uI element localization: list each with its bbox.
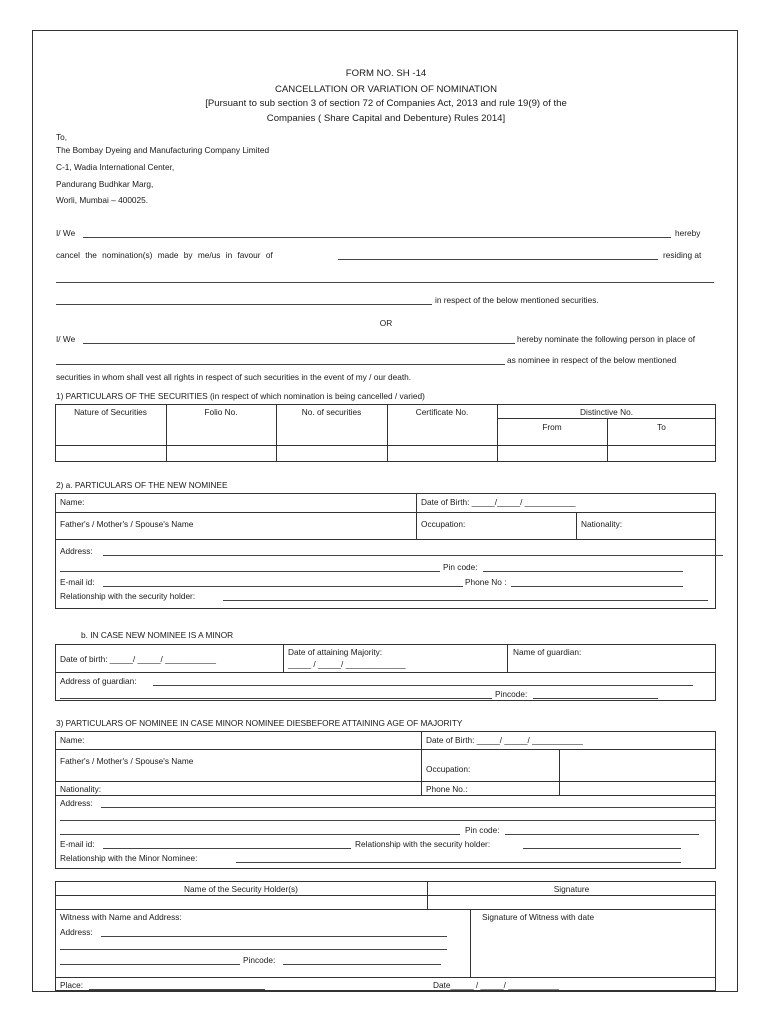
s3-address-label: Address: xyxy=(60,798,93,808)
holder-name-field[interactable] xyxy=(56,896,426,908)
residing-at-label: residing at xyxy=(663,250,702,260)
s3-email-field[interactable] xyxy=(103,848,351,849)
cancel-iwe-field[interactable] xyxy=(83,237,671,238)
form-title: CANCELLATION OR VARIATION OF NOMINATION xyxy=(274,84,498,95)
section2b-heading: b. IN CASE NEW NOMINEE IS A MINOR xyxy=(81,630,234,640)
nominee-relationship-field[interactable] xyxy=(223,600,708,601)
signature-header: Signature xyxy=(553,884,590,894)
col-distinctive-no: Distinctive No. xyxy=(579,407,634,417)
s3-address-field-2[interactable] xyxy=(60,820,716,821)
guardian-address-field[interactable] xyxy=(153,685,693,686)
nominate-in-place-field[interactable] xyxy=(56,364,505,365)
cancel-favour-field[interactable] xyxy=(338,259,658,260)
witness-signature-label: Signature of Witness with date xyxy=(482,912,595,922)
witness-label: Witness with Name and Address: xyxy=(60,912,182,922)
guardian-pincode-field[interactable] xyxy=(533,698,658,699)
form-subtitle-2: Companies ( Share Capital and Debenture) Rules 2014] xyxy=(266,113,506,124)
cancel-hereby-label: hereby xyxy=(675,228,701,238)
cancel-text: cancel the nomination(s) made by me/us in favour of xyxy=(56,250,273,260)
s3-phone-label[interactable]: Phone No.: xyxy=(426,784,468,794)
date-label[interactable]: Date_____ / _____/ ___________ xyxy=(433,980,559,990)
witness-address-field[interactable] xyxy=(101,936,447,937)
nominee-phone-field[interactable] xyxy=(511,586,683,587)
or-divider: OR xyxy=(379,318,393,328)
nominate-as-nominee: as nominee in respect of the below mentioned xyxy=(507,355,677,365)
witness-pincode-field[interactable] xyxy=(283,964,441,965)
nominee-email-label: E-mail id: xyxy=(60,577,95,587)
holder-signature-field[interactable] xyxy=(428,896,715,908)
addressee-line3: Pandurang Budhkar Marg, xyxy=(56,179,154,189)
minor-majority-field[interactable]: _____ / _____/ _____________ xyxy=(288,659,406,669)
col-certificate-no: Certificate No. xyxy=(415,407,469,417)
nominee-parent-label[interactable]: Father's / Mother's / Spouse's Name xyxy=(60,519,194,529)
form-subtitle-1: [Pursuant to sub section 3 of section 72 of Companies Act, 2013 and rule 19(9) of the xyxy=(205,98,567,109)
section1-heading: 1) PARTICULARS OF THE SECURITIES (in respect of which nomination is being cancelled / varied) xyxy=(56,391,425,401)
guardian-address-label: Address of guardian: xyxy=(60,676,137,686)
s3-parent-label[interactable]: Father's / Mother's / Spouse's Name xyxy=(60,756,194,766)
s3-address-field[interactable] xyxy=(101,807,716,808)
guardian-address-field-2[interactable] xyxy=(60,698,492,699)
s3-occupation-label[interactable]: Occupation: xyxy=(426,764,471,774)
col-from: From xyxy=(542,422,562,432)
cancel-in-respect: in respect of the below mentioned securities. xyxy=(435,295,599,305)
s3-address-field-3[interactable] xyxy=(60,834,460,835)
s3-nationality-label[interactable]: Nationality: xyxy=(60,784,102,794)
section2a-heading: 2) a. PARTICULARS OF THE NEW NOMINEE xyxy=(56,480,228,490)
form-number: FORM NO. SH -14 xyxy=(345,68,427,79)
s3-pin-field[interactable] xyxy=(505,834,699,835)
form-page xyxy=(32,30,738,992)
s3-dob-label[interactable]: Date of Birth: _____/ _____/ ___________ xyxy=(426,735,583,745)
nominee-occupation-label[interactable]: Occupation: xyxy=(421,519,466,529)
nominate-iwe-field[interactable] xyxy=(83,343,515,344)
s3-rel-minor-field[interactable] xyxy=(236,862,681,863)
addressee-line4: Worli, Mumbai – 400025. xyxy=(56,195,149,205)
place-label: Place: xyxy=(60,980,84,990)
nominee-pin-label: Pin code: xyxy=(443,562,478,572)
s3-name-label[interactable]: Name: xyxy=(60,735,85,745)
witness-address-field-2[interactable] xyxy=(60,949,447,950)
nominate-vest-text: securities in whom shall vest all rights in respect of such securities in the event of my / our death. xyxy=(56,372,412,382)
minor-guardian-name-label[interactable]: Name of guardian: xyxy=(513,647,582,657)
guardian-pincode-label: Pincode: xyxy=(495,689,528,699)
minor-dob-label[interactable]: Date of birth: _____/ _____/ ___________ xyxy=(60,654,216,664)
s3-rel-holder-field[interactable] xyxy=(523,848,681,849)
nominee-address-field-2[interactable] xyxy=(60,571,440,572)
nominee-address-label: Address: xyxy=(60,546,93,556)
place-field[interactable] xyxy=(89,989,265,990)
col-folio-no: Folio No. xyxy=(204,407,238,417)
nominate-iwe-label: I/ We xyxy=(56,334,76,344)
s3-pin-label: Pin code: xyxy=(465,825,500,835)
witness-pincode-label: Pincode: xyxy=(243,955,276,965)
nominee-email-field[interactable] xyxy=(103,586,463,587)
addressee-line2: C-1, Wadia International Center, xyxy=(56,162,175,172)
s3-email-label: E-mail id: xyxy=(60,839,95,849)
s3-rel-holder-label: Relationship with the security holder: xyxy=(355,839,491,849)
cancel-iwe-label: I/ We xyxy=(56,228,76,238)
col-nature-of-securities: Nature of Securities xyxy=(74,407,147,417)
securities-table-row[interactable] xyxy=(56,446,715,461)
holder-name-header: Name of the Security Holder(s) xyxy=(184,884,298,894)
addressee-company: The Bombay Dyeing and Manufacturing Company Limited xyxy=(56,145,270,155)
nominate-hereby: hereby nominate the following person in place of xyxy=(517,334,696,344)
cancel-address-field-2[interactable] xyxy=(56,304,432,305)
nominee-address-field[interactable] xyxy=(103,555,723,556)
nominee-name-label[interactable]: Name: xyxy=(60,497,85,507)
col-no-of-securities: No. of securities xyxy=(301,407,362,417)
col-to: To xyxy=(657,422,666,432)
s3-rel-minor-label: Relationship with the Minor Nominee: xyxy=(60,853,198,863)
nominee-phone-label: Phone No : xyxy=(465,577,507,587)
nominee-nationality-label[interactable]: Nationality: xyxy=(581,519,623,529)
witness-address-label: Address: xyxy=(60,927,93,937)
nominee-pin-field[interactable] xyxy=(483,571,683,572)
cancel-address-field[interactable] xyxy=(56,282,714,283)
addressee-to: To, xyxy=(56,132,68,142)
nominee-relationship-label: Relationship with the security holder: xyxy=(60,591,196,601)
section3-heading: 3) PARTICULARS OF NOMINEE IN CASE MINOR NOMINEE DIESBEFORE ATTAINING AGE OF MAJORITY xyxy=(56,718,463,728)
witness-address-field-3[interactable] xyxy=(60,964,240,965)
nominee-dob-label[interactable]: Date of Birth: _____/_____/ ___________ xyxy=(421,497,576,507)
minor-majority-label: Date of attaining Majority: xyxy=(288,647,383,657)
